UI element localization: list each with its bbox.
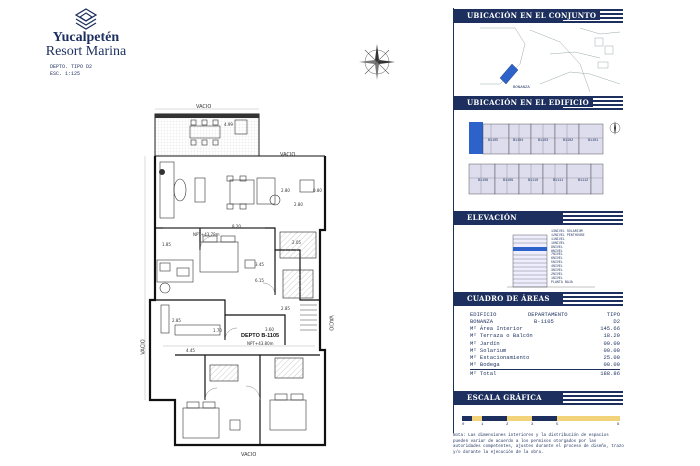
brand-name-line2: Resort Marina — [45, 44, 127, 59]
level-label: PLANTA BAJA — [551, 279, 573, 284]
row-label: M² Terraza o Balcón — [470, 332, 533, 340]
dim-label: 0.80 — [313, 188, 322, 193]
areas-table — [470, 311, 620, 377]
level-label: 8NIVEL — [551, 248, 563, 253]
section-areas-title: CUADRO DE ÁREAS — [467, 294, 554, 303]
val-tipo: D2 — [613, 318, 620, 325]
row-value: 00.00 — [603, 339, 620, 347]
dim-label: 3.60 — [265, 327, 274, 332]
scale-tick-label: 5 — [556, 423, 559, 427]
row-value: 145.66 — [600, 325, 620, 332]
edificio-unit-label: B1110 — [528, 179, 539, 183]
row-label: M² Área Interior — [470, 325, 523, 332]
row-value: 00.00 — [603, 346, 620, 354]
header-stripes — [563, 211, 623, 225]
table-row — [470, 347, 620, 354]
val-departamento: B-1105 — [534, 318, 554, 325]
brand-name — [30, 31, 142, 59]
header-stripes — [563, 292, 623, 306]
scale-tick-label: 3 — [531, 423, 534, 427]
conjunto-label: BONANZA — [513, 86, 530, 90]
section-escala-title: ESCALA GRÁFICA — [467, 393, 546, 402]
edificio-unit-label: B1112 — [578, 179, 589, 183]
row-label: M² Solarium — [470, 346, 507, 354]
edificio-unit-label: B1103 — [538, 139, 549, 143]
table-row — [470, 325, 620, 332]
escala-text: ESC. 1:125 — [50, 71, 81, 77]
level-label: 5NIVEL — [551, 260, 563, 265]
level-label: 6NIVEL — [551, 256, 563, 261]
level-label: 11NIVEL — [551, 236, 565, 241]
vacio-label-right2: VACIO — [327, 315, 334, 331]
level-label: 4NIVEL — [551, 264, 563, 269]
section-elevacion-header — [453, 211, 623, 225]
level-list — [551, 230, 585, 285]
level-label: 3NIVEL — [551, 268, 563, 273]
header-stripes — [563, 391, 623, 405]
section-escala-header — [453, 391, 623, 405]
floor-plan — [135, 100, 355, 462]
dim-label: 2.85 — [172, 318, 181, 323]
val-edificio: BONANZA — [470, 318, 494, 325]
row-value: 188.86 — [600, 369, 620, 377]
row-value: 00.00 — [603, 361, 620, 369]
level-label: 7NIVEL — [551, 252, 563, 257]
graphic-scale-bar — [462, 412, 622, 424]
edificio-unit-label: B1104 — [513, 139, 524, 143]
brand-logo-icon — [75, 8, 97, 30]
building-floor-map — [463, 116, 623, 208]
edificio-unit-label: B1108 — [478, 179, 489, 183]
level-label: 2NIVEL — [551, 271, 563, 276]
col-tipo: TIPO — [606, 311, 620, 318]
brand-name-line1: Yucalpetén — [52, 30, 120, 45]
dim-label: 6.15 — [255, 278, 264, 283]
edificio-unit-label: B1102 — [563, 139, 574, 143]
vacio-label-top: VACIO — [196, 104, 212, 110]
scale-tick-label: 2 — [506, 423, 509, 427]
table-row — [470, 361, 620, 368]
vacio-label-right: VACIO — [280, 152, 296, 158]
dim-label: 4.45 — [186, 348, 195, 353]
row-label: M² Jardín — [470, 339, 500, 347]
section-elevacion-title: ELEVACIÓN — [467, 213, 521, 222]
scale-tick-label: 6 — [617, 423, 620, 427]
section-areas-header — [453, 292, 623, 306]
areas-table-header — [470, 311, 620, 318]
disclaimer-note: Nota: Las dimensiones interiores y la distribución de espacios pueden variar de acuerdo a los permisos otorgados por las autoridades competentes, ajustes durante el proceso de diseño, trazo y/o durante la ejecución de la obra. — [453, 434, 624, 455]
edificio-unit-label: B1101 — [588, 139, 599, 143]
dim-label: 1.85 — [162, 242, 171, 247]
dim-label: 8.20 — [232, 224, 241, 229]
table-row-total — [470, 369, 620, 377]
section-conjunto-header — [453, 9, 623, 23]
row-label: M² Estacionamiento — [470, 354, 530, 362]
vacio-label-left: VACIO — [140, 339, 147, 355]
edificio-unit-label: B1109 — [503, 179, 514, 183]
scale-tick-label: 0 — [462, 423, 465, 427]
section-edificio-header — [453, 96, 623, 110]
depto-tipo: DEPTO. TIPO D2 — [50, 64, 93, 70]
dim-label: 3.45 — [255, 262, 264, 267]
dim-label: 1.70 — [213, 328, 222, 333]
areas-table-values — [470, 318, 620, 325]
dim-label: 2.80 — [281, 188, 290, 193]
level-label: 13NIVEL SOLARIUM — [551, 229, 583, 233]
unit-level-label: NPT+43.80m — [247, 341, 274, 346]
row-value: 18.20 — [603, 332, 620, 340]
compass-rose-icon — [357, 42, 397, 82]
table-row — [470, 332, 620, 339]
vacio-label-bottom: VACIO — [241, 452, 257, 458]
row-value: 25.00 — [603, 354, 620, 362]
table-row — [470, 354, 620, 361]
room-level-label: NPT+43.78m — [193, 232, 220, 237]
level-label: 10NIVEL — [551, 240, 565, 245]
dim-label: 2.05 — [292, 240, 301, 245]
edificio-unit-label: B1111 — [553, 179, 564, 183]
dim-label: 2.85 — [281, 306, 290, 311]
section-conjunto-title: UBICACIÓN EN EL CONJUNTO — [467, 11, 600, 20]
dim-label: 4.99 — [224, 122, 233, 127]
site-plan-map — [480, 24, 620, 92]
col-departamento: DEPARTAMENTO — [528, 311, 568, 318]
row-label: M² Total — [470, 369, 497, 377]
table-row — [470, 340, 620, 347]
section-edificio-title: UBICACIÓN EN EL EDIFICIO — [467, 98, 593, 107]
unit-label: DEPTO B-1105 — [241, 333, 280, 339]
scale-tick-label: 1 — [481, 423, 484, 427]
level-label: 9NIVEL — [551, 244, 563, 249]
level-label: 1NIVEL — [551, 275, 563, 280]
level-label: 12NIVEL PENTHOUSE — [551, 232, 585, 237]
col-edificio: EDIFICIO — [470, 311, 497, 318]
plan-meta — [50, 64, 92, 78]
dim-label: 2.80 — [294, 202, 303, 207]
edificio-unit-label: B1105 — [488, 139, 499, 143]
row-label: M² Bodega — [470, 361, 500, 369]
